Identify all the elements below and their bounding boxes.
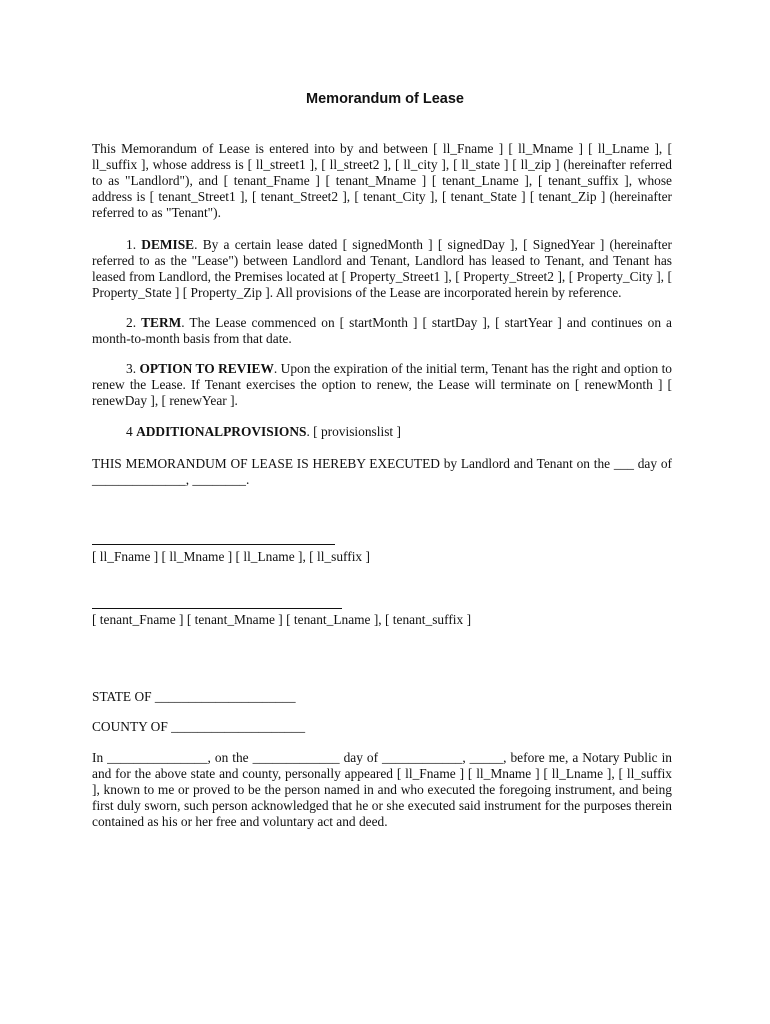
section-heading: ADDITIONALPROVISIONS (136, 424, 307, 439)
section-heading: DEMISE (141, 237, 195, 252)
document-title: Memorandum of Lease (306, 91, 464, 107)
landlord-signature-line (92, 544, 335, 545)
section-demise (92, 237, 672, 301)
section-number: 1. (126, 237, 137, 252)
landlord-signature-name: [ ll_Fname ] [ ll_Mname ] [ ll_Lname ], [ ll_suffix ] (92, 549, 370, 564)
document-body (92, 141, 672, 488)
section-text: . Upon the expiration of the initial term, Tenant has the right and option to renew the Lease. If Tenant exercises the option to renew, the Lease will terminate on [ renewMonth ] [ renewDay ], [ renewYear ]. (92, 361, 672, 408)
section-additional-provisions (92, 424, 672, 440)
section-heading: TERM (141, 315, 182, 330)
section-text: . The Lease commenced on [ startMonth ] [ startDay ], [ startYear ] and continues on a month-to-month basis from that date. (92, 315, 672, 346)
section-text: . [ provisionslist ] (306, 424, 401, 439)
notary-paragraph: In _______________, on the _____________ day of ____________, _____, before me, a Notary Public in and for the above state and county, personally appeared [ ll_Fname ] [ ll_Mname ] [ ll_Lname ], [ ll_suffix ], known to me or proved to be the person named in and who executed the foregoing instrument, and being first duly sworn, such person acknowledged that he or she executed said instrument for the purposes therein contained as his or her free and voluntary act and deed. (92, 750, 672, 829)
section-number: 4 (126, 424, 133, 439)
section-option-to-review (92, 361, 672, 409)
state-of-line: STATE OF _____________________ (92, 689, 296, 704)
section-number: 3. (126, 361, 137, 376)
execution-paragraph: THIS MEMORANDUM OF LEASE IS HEREBY EXECUTED by Landlord and Tenant on the ___ day of ______________, ________. (92, 456, 672, 487)
tenant-signature-line (92, 608, 342, 609)
tenant-signature-name: [ tenant_Fname ] [ tenant_Mname ] [ tenant_Lname ], [ tenant_suffix ] (92, 612, 472, 627)
section-term (92, 315, 672, 347)
county-of-line: COUNTY OF ____________________ (92, 719, 306, 734)
intro-paragraph: This Memorandum of Lease is entered into by and between [ ll_Fname ] [ ll_Mname ] [ ll_Lname ], [ ll_suffix ], whose address is [ ll_street1 ], [ ll_street2 ], [ ll_city ], [ ll_state ] [ ll_zip ] (hereinafter referred to as "Landlord"), and [ tenant_Fname ] [ tenant_Mname ] [ tenant_Lname ], [ tenant_suffix ], whose address is [ tenant_Street1 ], [ tenant_Street2 ], [ tenant_City ], [ tenant_State ] [ tenant_Zip ] (hereinafter referred to as "Tenant"). (92, 141, 672, 220)
section-text: . By a certain lease dated [ signedMonth ] [ signedDay ], [ SignedYear ] (hereinafter referred to as the "Lease") between Landlord and Tenant, Landlord has leased to Tenant, and Tenant has leased from Landlord, the Premises located at [ Property_Street1 ], [ Property_Street2 ], [ Property_City ], [ Property_State ] [ Property_Zip ]. All provisions of the Lease are incorporated herein by reference. (92, 237, 672, 300)
section-heading: OPTION TO REVIEW (139, 361, 274, 376)
section-number: 2. (126, 315, 137, 330)
